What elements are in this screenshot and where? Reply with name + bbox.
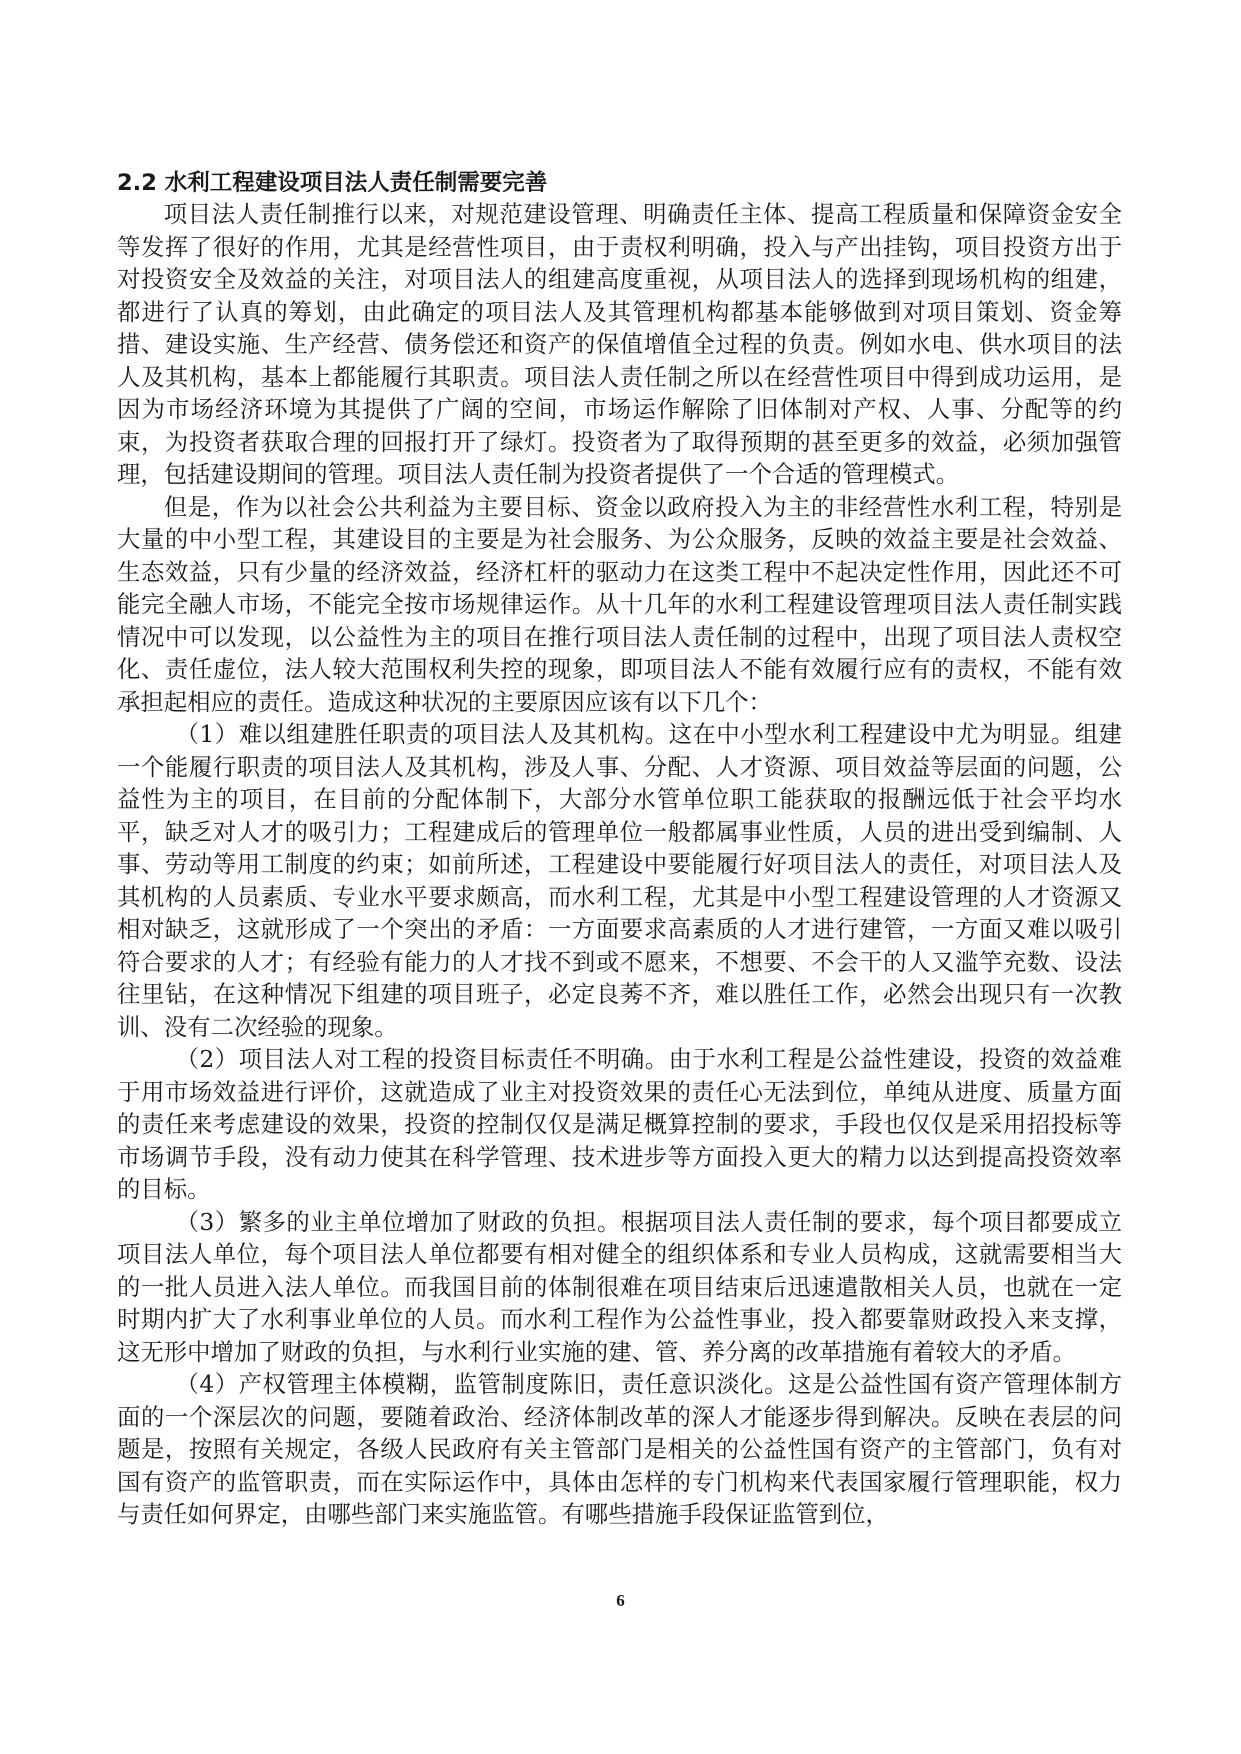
paragraph-reason-3: （3）繁多的业主单位增加了财政的负担。根据项目法人责任制的要求，每个项目都要成立项目法人单位，每个项目法人单位都要有相对健全的组织体系和专业人员构成，这就需要相当大的一批人员进入法人单位。而我国目前的体制很难在项目结束后迅速遣散相关人员，也就在一定时期内扩大了水利事业单位的人员。而水利工程作为公益性事业，投入都要靠财政投入来支撑，这无形中增加了财政的负担，与水利行业实施的建、管、养分离的改革措施有着较大的矛盾。 bbox=[117, 1207, 1122, 1366]
paragraph-reason-1: （1）难以组建胜任职责的项目法人及其机构。这在中小型水利工程建设中尤为明显。组建一个能履行职责的项目法人及其机构，涉及人事、分配、人才资源、项目效益等层面的问题，公益性为主的项目，在目前的分配体制下，大部分水管单位职工能获取的报酬远低于社会平均水平，缺乏对人才的吸引力；工程建成后的管理单位一般都属事业性质，人员的进出受到编制、人事、劳动等用工制度的约束；如前所述，工程建设中要能履行好项目法人的责任，对项目法人及其机构的人员素质、专业水平要求颇高，而水利工程，尤其是中小型工程建设管理的人才资源又相对缺乏，这就形成了一个突出的矛盾：一方面要求高素质的人才进行建管，一方面又难以吸引符合要求的人才；有经验有能力的人才找不到或不愿来，不想要、不会干的人又滥竽充数、设法往里钻，在这种情况下组建的项目班子，必定良莠不齐，难以胜任工作，必然会出现只有一次教训、没有二次经验的现象。 bbox=[117, 720, 1122, 1041]
paragraph-reason-2: （2）项目法人对工程的投资目标责任不明确。由于水利工程是公益性建设，投资的效益难于用市场效益进行评价，这就造成了业主对投资效果的责任心无法到位，单纯从进度、质量方面的责任来考虑建设的效果，投资的控制仅仅是满足概算控制的要求，手段也仅仅是采用招投标等市场调节手段，没有动力使其在科学管理、技术进步等方面投入更大的精力以达到提高投资效率的目标。 bbox=[117, 1045, 1122, 1203]
page-content bbox=[117, 168, 1122, 1531]
paragraph-intro: 项目法人责任制推行以来，对规范建设管理、明确责任主体、提高工程质量和保障资金安全等发挥了很好的作用，尤其是经营性项目，由于责权利明确，投入与产出挂钩，项目投资方出于对投资安全及效益的关注，对项目法人的组建高度重视，从项目法人的选择到现场机构的组建，都进行了认真的筹划，由此确定的项目法人及其管理机构都基本能够做到对项目策划、资金筹措、建设实施、生产经营、债务偿还和资产的保值增值全过程的负责。例如水电、供水项目的法人及其机构，基本上都能履行其职责。项目法人责任制之所以在经营性项目中得到成功运用，是因为市场经济环境为其提供了广阔的空间，市场运作解除了旧体制对产权、人事、分配等的约束，为投资者获取合理的回报打开了绿灯。投资者为了取得预期的甚至更多的效益，必须加强管理，包括建设期间的管理。项目法人责任制为投资者提供了一个合适的管理模式。 bbox=[117, 200, 1122, 488]
paragraph-reason-4: （4）产权管理主体模糊，监管制度陈旧，责任意识淡化。这是公益性国有资产管理体制方面的一个深层次的问题，要随着政治、经济体制改革的深人才能逐步得到解决。反映在表层的问题是，按照有关规定，各级人民政府有关主管部门是相关的公益性国有资产的主管部门，负有对国有资产的监管职责，而在实际运作中，具体由怎样的专门机构来代表国家履行管理职能，权力与责任如何界定，由哪些部门来实施监管。有哪些措施手段保证监管到位， bbox=[117, 1370, 1122, 1528]
section-heading: 2.2 水利工程建设项目法人责任制需要完善 bbox=[117, 170, 548, 196]
page-number: 6 bbox=[616, 1591, 625, 1610]
paragraph-nonprofit-projects: 但是，作为以社会公共利益为主要目标、资金以政府投入为主的非经营性水利工程，特别是大量的中小型工程，其建设目的主要是为社会服务、为公众服务，反映的效益主要是社会效益、生态效益，只有少量的经济效益，经济杠杆的驱动力在这类工程中不起决定性作用，因此还不可能完全融人市场，不能完全按市场规律运作。从十几年的水利工程建设管理项目法人责任制实践情况中可以发现，以公益性为主的项目在推行项目法人责任制的过程中，出现了项目法人责权空化、责任虚位，法人较大范围权利失控的现象，即项目法人不能有效履行应有的责权，不能有效承担起相应的责任。造成这种状况的主要原因应该有以下几个： bbox=[117, 492, 1122, 716]
